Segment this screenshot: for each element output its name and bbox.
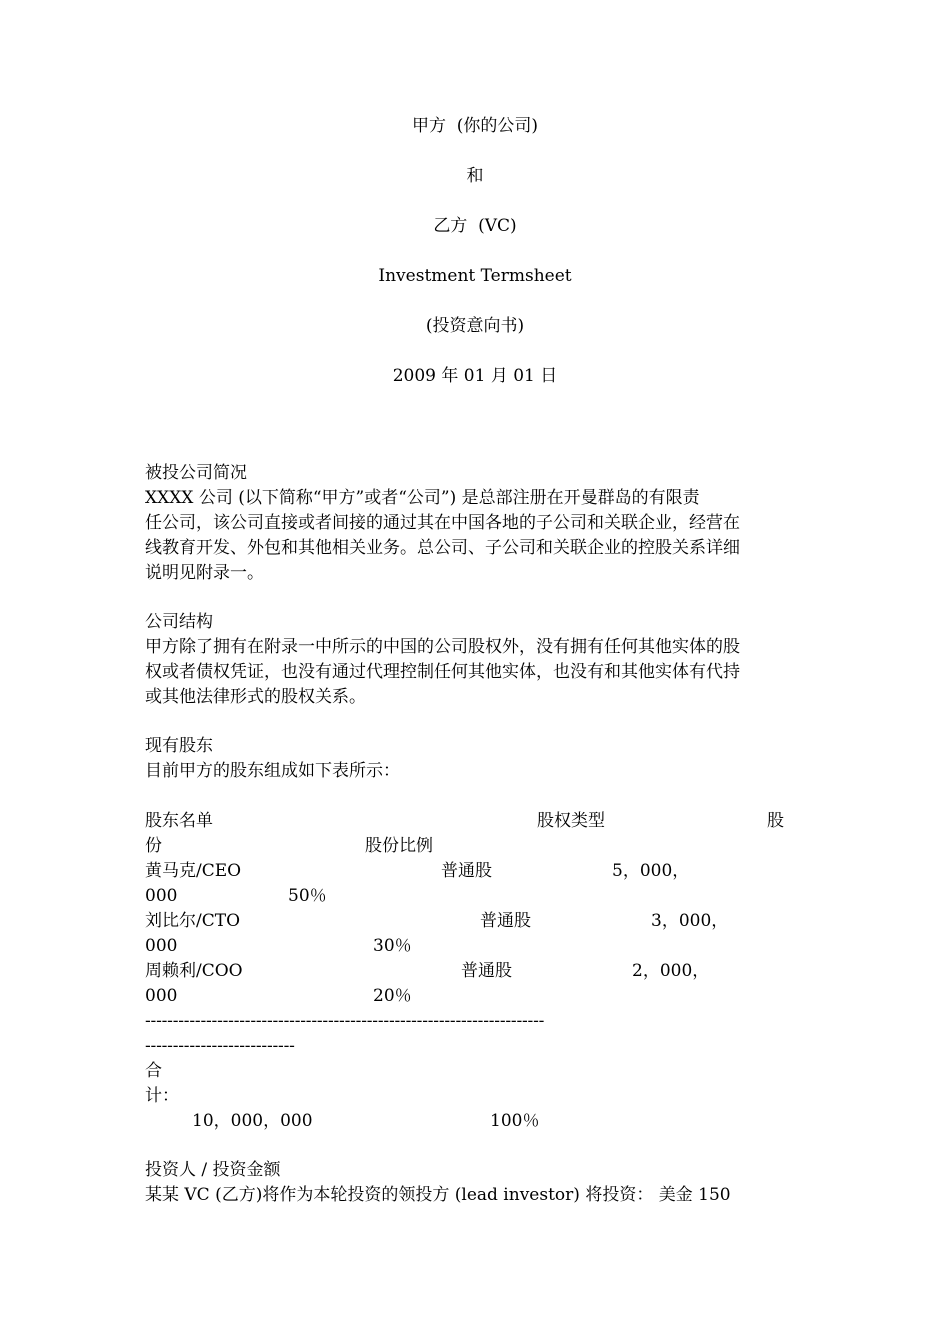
and-line: 和 [466, 166, 484, 186]
shareholder-shares: 2，000， [632, 961, 710, 981]
total-ratio: 100％ [490, 1111, 540, 1131]
profile-line: XXXX 公司 (以下简称“甲方”或者“公司”) 是总部注册在开曼群岛的有限责 [145, 488, 700, 508]
shareholder-ratio: 30％ [373, 936, 412, 956]
shareholders-intro: 目前甲方的股东组成如下表所示： [145, 761, 400, 781]
shareholder-shares-cont: 000 [145, 936, 178, 956]
shareholder-type: 普通股 [461, 961, 512, 981]
shareholder-name: 刘比尔/CTO [145, 911, 241, 931]
date-line: 2009 年 01 月 01 日 [392, 366, 558, 386]
shareholder-ratio: 50％ [288, 886, 327, 906]
shareholder-shares: 3，000， [651, 911, 729, 931]
col-header-name: 股东名单 [145, 811, 213, 831]
col-header-shares: 股 [767, 811, 784, 831]
table-divider: ------------------------------------------------------------------------ [145, 1011, 545, 1031]
col-header-shares-cont: 份 [145, 836, 162, 856]
total-label: 合 [145, 1061, 162, 1081]
shareholder-type: 普通股 [480, 911, 531, 931]
shareholders-heading: 现有股东 [145, 736, 213, 756]
title-en: Investment Termsheet [378, 266, 572, 286]
structure-line: 甲方除了拥有在附录一中所示的中国的公司股权外，没有拥有任何其他实体的股 [145, 637, 740, 657]
col-header-type: 股权类型 [537, 811, 605, 831]
shareholder-shares-cont: 000 [145, 986, 178, 1006]
profile-heading: 被投公司简况 [145, 463, 247, 483]
profile-line: 说明见附录一。 [145, 563, 264, 583]
investor-heading: 投资人 / 投资金额 [145, 1160, 281, 1180]
structure-line: 或其他法律形式的股权关系。 [145, 687, 366, 707]
shareholder-name: 周赖利/COO [145, 961, 243, 981]
investor-line: 某某 VC (乙方)将作为本轮投资的领投方 (lead investor) 将投资： 美金 150 [145, 1185, 731, 1205]
shareholder-ratio: 20％ [373, 986, 412, 1006]
structure-heading: 公司结构 [145, 612, 213, 632]
title-cn: (投资意向书) [425, 316, 525, 336]
profile-line: 线教育开发、外包和其他相关业务。总公司、子公司和关联企业的控股关系详细 [145, 538, 740, 558]
structure-line: 权或者债权凭证，也没有通过代理控制任何其他实体，也没有和其他实体有代持 [145, 662, 740, 682]
col-header-ratio: 股份比例 [365, 836, 433, 856]
party-b-line: 乙方 (VC) [433, 216, 517, 236]
total-shares: 10，000，000 [192, 1111, 313, 1131]
shareholder-type: 普通股 [441, 861, 492, 881]
profile-line: 任公司，该公司直接或者间接的通过其在中国各地的子公司和关联企业，经营在 [145, 513, 740, 533]
shareholder-shares: 5，000， [612, 861, 690, 881]
total-label-cont: 计： [145, 1086, 179, 1106]
table-divider-cont: --------------------------- [145, 1036, 295, 1056]
shareholder-name: 黄马克/CEO [145, 861, 242, 881]
shareholder-shares-cont: 000 [145, 886, 178, 906]
party-a-line: 甲方 (你的公司) [411, 116, 539, 136]
